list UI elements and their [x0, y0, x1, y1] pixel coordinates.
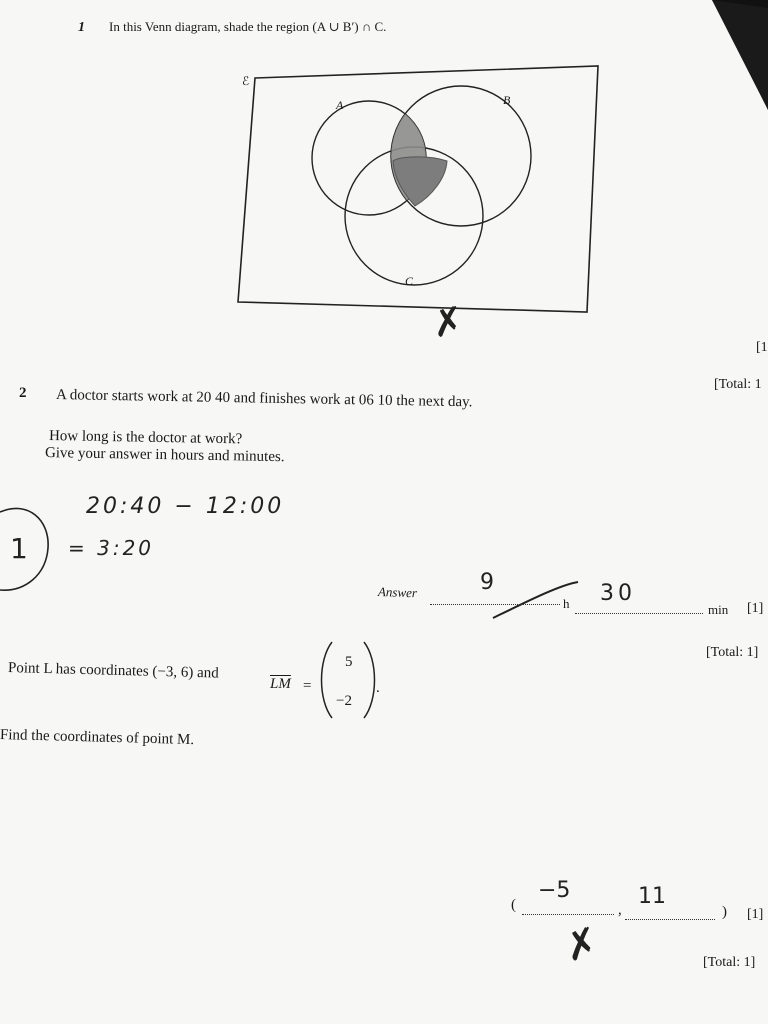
- hours-unit: h: [563, 596, 570, 611]
- q3-cross-annotation: ✗: [559, 918, 604, 972]
- universal-set-label: ℰ: [242, 74, 250, 88]
- vector-lm-label: $\overline{LM}$: [270, 676, 291, 692]
- q1-mark: [1: [756, 340, 768, 355]
- minutes-answer-value: 30: [600, 581, 636, 606]
- q1-cross-annotation: ✗: [428, 297, 468, 347]
- q3-total: [Total: 1]: [703, 955, 756, 970]
- hours-answer-value: 9: [480, 570, 494, 595]
- label-b: B: [503, 93, 511, 107]
- label-c: C: [405, 274, 414, 288]
- vector-top-value: 5: [345, 654, 353, 670]
- q2-prompt-2: Give your answer in hours and minutes.: [44, 445, 285, 466]
- q2-mark: [1]: [747, 601, 764, 616]
- q1-question-text: In this Venn diagram, shade the region (A ∪ B′) ∩ C.: [109, 19, 387, 34]
- q2-prompt-1: How long is the doctor at work?: [48, 428, 243, 448]
- q2-working-line-1: 20:40 − 12:00: [86, 494, 285, 519]
- x-coordinate-line: [522, 902, 614, 915]
- x-coordinate-value: −5: [538, 878, 571, 903]
- q3-mark: [1]: [747, 907, 764, 922]
- y-coordinate-value: 11: [638, 884, 666, 909]
- q2-number: 2: [19, 385, 27, 401]
- q2-circled-mark: 1: [10, 532, 28, 565]
- q3-question-text: Point L has coordinates (−3, 6) and: [7, 660, 219, 682]
- q1-number: 1: [78, 20, 85, 35]
- vector-bottom-value: −2: [336, 693, 352, 709]
- vector-equals: =: [303, 678, 312, 694]
- q3-prompt: Find the coordinates of point M.: [0, 727, 195, 749]
- coord-open-paren: (: [511, 897, 516, 913]
- q2-question-text: A doctor starts work at 20 40 and finishes work at 06 10 the next day.: [55, 387, 473, 411]
- answer-label: Answer: [377, 584, 418, 601]
- q2-working-line-2: = 3:20: [68, 536, 155, 560]
- q2-total: [Total: 1]: [706, 645, 759, 660]
- vector-period: .: [376, 680, 380, 696]
- coord-close-paren: ): [722, 904, 727, 920]
- label-a: A: [336, 98, 344, 112]
- q1-total: [Total: 1: [714, 377, 762, 392]
- minutes-unit: min: [708, 602, 729, 617]
- coord-comma: ,: [618, 902, 622, 918]
